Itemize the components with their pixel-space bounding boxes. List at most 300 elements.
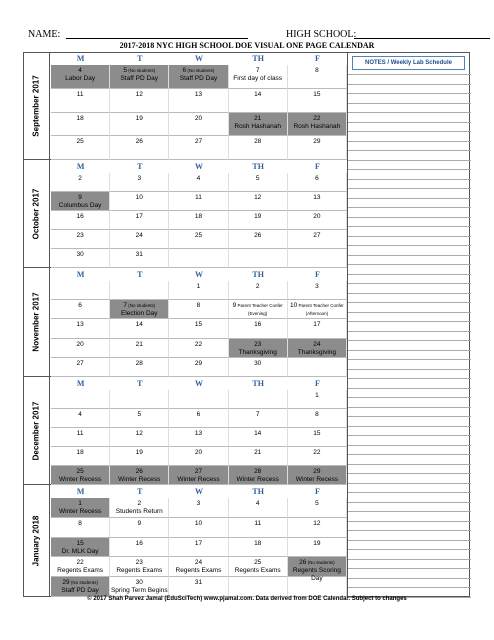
day-cell (288, 281, 347, 300)
day-number: 16 (76, 213, 84, 220)
notes-line[interactable] (348, 530, 471, 531)
day-number: 18 (194, 213, 203, 220)
day-cell (288, 577, 347, 597)
month-grid (51, 160, 347, 267)
day-cell (169, 89, 228, 113)
day-cell (51, 390, 110, 409)
day-cell (288, 230, 347, 249)
day-number: 17 (194, 539, 203, 547)
notes-line[interactable] (348, 445, 471, 446)
notes-line[interactable] (348, 245, 471, 246)
notes-line[interactable] (348, 407, 471, 408)
day-cell (110, 249, 169, 268)
day-event: Regents Exams (175, 567, 222, 575)
day-event: First day of class (233, 75, 283, 82)
day-number: 19 (254, 213, 262, 220)
day-number: 22 (313, 449, 321, 456)
day-header: M (76, 270, 85, 279)
day-cell (229, 230, 288, 249)
day-number: 17 (313, 321, 321, 329)
day-header: T (137, 270, 143, 279)
day-number: 11 (76, 90, 84, 98)
day-cell (229, 577, 288, 597)
day-cell (51, 538, 110, 558)
day-number: 23 (254, 340, 262, 348)
day-cell (169, 136, 228, 160)
notes-line[interactable] (348, 255, 471, 256)
day-number: 18 (254, 539, 262, 547)
day-number: 27 (194, 138, 203, 146)
day-cell (288, 557, 347, 583)
notes-line[interactable] (348, 540, 471, 541)
day-number: 22 (76, 559, 84, 567)
day-cell (169, 300, 228, 319)
day-cell (229, 136, 288, 160)
notes-line[interactable] (348, 283, 471, 284)
notes-line[interactable] (348, 293, 471, 294)
notes-line[interactable] (348, 179, 471, 180)
day-number: 6 (315, 175, 319, 182)
day-cell (169, 339, 228, 358)
notes-line[interactable] (348, 426, 471, 427)
day-cell (288, 89, 347, 113)
day-cell (288, 428, 347, 447)
notes-line[interactable] (348, 483, 471, 484)
day-cell (169, 211, 228, 230)
day-header: W (194, 162, 203, 171)
day-cell (51, 300, 110, 319)
day-cell (169, 428, 228, 447)
notes-line[interactable] (348, 388, 471, 389)
day-number: 8 (315, 67, 319, 74)
notes-line[interactable] (348, 302, 471, 303)
day-header: M (76, 379, 85, 388)
day-number: 13 (76, 321, 84, 329)
day-number: 12 (135, 430, 143, 437)
day-number: 23 (76, 232, 84, 239)
day-event: Winter Recess (58, 508, 102, 515)
day-number: 25 (76, 468, 84, 475)
day-cell (229, 89, 288, 113)
month-block (23, 160, 347, 268)
day-cell (51, 319, 110, 338)
day-number: 20 (194, 114, 203, 122)
day-number: 11 (76, 430, 84, 437)
day-cell (288, 390, 347, 409)
day-number: 26 (135, 468, 143, 475)
day-number: 5 (315, 500, 319, 507)
day-cell (51, 466, 110, 485)
day-number: 14 (254, 430, 262, 437)
day-cell (229, 65, 288, 89)
month-grid (51, 377, 347, 484)
notes-line[interactable] (348, 236, 471, 237)
day-cell (169, 358, 228, 377)
month-block (23, 268, 347, 377)
day-number: 12 (135, 90, 143, 98)
day-event: Election Day (121, 310, 158, 318)
day-number: 22 (313, 114, 321, 122)
day-cell (288, 319, 347, 338)
day-cell (229, 557, 288, 577)
day-number: 19 (135, 449, 143, 456)
month-name: January 2018 (31, 515, 41, 566)
day-cell (169, 447, 228, 466)
notes-line[interactable] (348, 416, 471, 417)
day-number: 29 (313, 468, 321, 475)
day-number: 12 (313, 519, 321, 527)
day-cell (288, 409, 347, 428)
day-note-small: Parent Teacher Confer (Afternoon) (297, 303, 344, 317)
day-header: F (314, 379, 320, 388)
day-note-small: (No students) (126, 68, 156, 73)
day-number: 15 (313, 90, 321, 98)
day-cell (169, 518, 228, 538)
day-cell (169, 249, 228, 268)
day-cell (51, 192, 110, 211)
header-row (28, 29, 468, 40)
day-cell (169, 230, 228, 249)
day-event: Students Return (115, 508, 163, 515)
notes-line[interactable] (348, 511, 471, 512)
day-event: Spring Term Begins (110, 587, 168, 595)
day-cell (229, 390, 288, 409)
day-number: 5 (137, 411, 142, 418)
day-header: F (314, 487, 320, 496)
day-cell (51, 428, 110, 447)
notes-line[interactable] (348, 131, 471, 132)
day-cell (51, 447, 110, 466)
day-header: W (194, 379, 203, 388)
school-field-line[interactable] (354, 38, 490, 39)
day-number: 26 (254, 232, 262, 239)
notes-line[interactable] (348, 226, 471, 227)
school-label: HIGH SCHOOL: (286, 29, 357, 40)
day-cell (169, 319, 228, 338)
notes-line[interactable] (348, 141, 471, 142)
day-number: 10 (194, 519, 203, 527)
notes-line[interactable] (348, 492, 471, 493)
day-header: W (194, 487, 203, 496)
day-cell (229, 192, 288, 211)
day-cell (288, 447, 347, 466)
day-cell (110, 447, 169, 466)
day-cell (110, 113, 169, 137)
notes-line[interactable] (348, 93, 471, 94)
notes-line[interactable] (348, 207, 471, 208)
day-number: 21 (254, 449, 262, 456)
day-cell (51, 358, 110, 377)
notes-line[interactable] (348, 464, 471, 465)
day-cell (51, 577, 110, 597)
day-number: 6 (No students) (182, 67, 215, 74)
day-header: F (314, 162, 320, 171)
month-label (23, 485, 50, 596)
day-number: 4 (255, 500, 260, 507)
notes-line[interactable] (348, 502, 471, 503)
day-number: 14 (135, 321, 143, 329)
day-cell (229, 113, 288, 137)
month-name: October 2017 (31, 188, 41, 239)
day-event: Labor Day (65, 75, 96, 82)
day-cell (110, 538, 169, 558)
day-number: 24 (313, 340, 321, 348)
day-cell (51, 557, 110, 577)
day-cell (288, 538, 347, 558)
day-cell (288, 136, 347, 160)
day-number: 26 (No students) (299, 559, 335, 567)
day-number: 26 (135, 138, 143, 146)
day-cell (110, 89, 169, 113)
day-cell (110, 557, 169, 577)
day-number: 29 (194, 359, 203, 367)
day-number: 7 (No students) (123, 302, 156, 310)
notes-line[interactable] (348, 74, 471, 75)
day-number: 25 (254, 559, 262, 567)
month-label (23, 377, 50, 484)
day-number: 7 (255, 67, 260, 74)
day-header: W (194, 54, 203, 63)
day-number: 27 (313, 232, 321, 239)
notes-line[interactable] (348, 217, 471, 218)
notes-line[interactable] (348, 369, 471, 370)
notes-line[interactable] (348, 84, 471, 85)
month-name: November 2017 (31, 292, 41, 352)
notes-line[interactable] (348, 454, 471, 455)
day-cell (51, 230, 110, 249)
day-number: 11 (195, 194, 202, 201)
day-header: M (76, 162, 85, 171)
day-cell (110, 577, 169, 597)
day-event: Thanksgiving (238, 348, 277, 356)
day-event: Regents Exams (234, 567, 281, 575)
day-header: T (137, 162, 143, 171)
day-cell (229, 211, 288, 230)
day-number: 13 (194, 90, 203, 98)
day-header: F (314, 54, 320, 63)
day-number: 28 (254, 468, 262, 475)
day-number: 21 (254, 114, 262, 122)
day-cell (169, 409, 228, 428)
notes-line[interactable] (348, 521, 471, 522)
day-number: 28 (135, 359, 143, 367)
day-cell (288, 65, 347, 89)
notes-line[interactable] (348, 559, 471, 560)
day-cell (229, 249, 288, 268)
day-event: Staff PD Day (179, 75, 218, 82)
day-cell (110, 339, 169, 358)
month-block (23, 485, 347, 597)
day-cell (51, 211, 110, 230)
notes-line[interactable] (348, 359, 471, 360)
day-number: 15 (313, 430, 321, 437)
day-cell (110, 65, 169, 89)
day-cell (110, 300, 169, 319)
day-number: 12 (254, 194, 262, 201)
day-event: Regents Scoring Day (292, 567, 341, 583)
day-cell (229, 498, 288, 518)
day-number: 15 (76, 539, 84, 547)
notes-line[interactable] (348, 198, 471, 199)
day-number: 17 (135, 213, 143, 220)
day-number: 6 (196, 411, 201, 418)
day-cell (229, 281, 288, 300)
notes-line[interactable] (348, 103, 471, 104)
day-cell (229, 466, 288, 485)
day-cell (229, 518, 288, 538)
notes-line[interactable] (348, 578, 471, 579)
notes-line[interactable] (348, 169, 471, 170)
day-cell (169, 173, 228, 192)
notes-line[interactable] (348, 587, 471, 588)
day-cell (169, 557, 228, 577)
day-number: 29 (313, 138, 321, 146)
day-note-small: (No students) (69, 580, 98, 586)
day-number: 18 (76, 114, 84, 122)
notes-line[interactable] (348, 435, 471, 436)
notes-line[interactable] (348, 350, 471, 351)
day-event: Winter Recess (118, 476, 161, 483)
day-cell (51, 65, 110, 89)
day-cell (110, 319, 169, 338)
name-field-line[interactable] (66, 38, 248, 39)
day-number: 4 (78, 67, 82, 74)
day-note-small: (No students) (186, 68, 215, 73)
day-number: 2 (137, 500, 142, 507)
day-cell (229, 319, 288, 338)
day-number: 30 (254, 359, 262, 367)
day-cell (288, 173, 347, 192)
notes-line[interactable] (348, 264, 471, 265)
day-cell (169, 192, 228, 211)
day-header: M (76, 54, 85, 63)
notes-line[interactable] (348, 112, 471, 113)
day-number: 24 (194, 559, 203, 567)
day-number: 24 (135, 232, 143, 239)
day-header: F (314, 270, 320, 279)
month-block (23, 377, 347, 485)
day-cell (169, 466, 228, 485)
day-number: 2 (255, 283, 260, 290)
day-number: 4 (78, 411, 82, 418)
day-cell (51, 518, 110, 538)
notes-line[interactable] (348, 549, 471, 550)
day-number: 7 (255, 411, 260, 418)
day-cell (110, 173, 169, 192)
day-cell (169, 538, 228, 558)
notes-line[interactable] (348, 122, 471, 123)
notes-line[interactable] (348, 473, 471, 474)
day-number: 27 (76, 359, 84, 367)
month-block (23, 52, 347, 160)
notes-line[interactable] (348, 160, 471, 161)
day-header: M (76, 487, 85, 496)
day-cell (288, 249, 347, 268)
day-number: 5 (No students) (123, 67, 156, 74)
day-header: TH (252, 162, 264, 171)
day-number: 28 (254, 138, 262, 146)
day-cell (229, 409, 288, 428)
notes-line[interactable] (348, 397, 471, 398)
day-event: Winter Recess (236, 476, 279, 483)
day-number: 8 (78, 519, 82, 527)
day-cell (288, 300, 347, 319)
day-number: 30 (76, 251, 84, 258)
day-event: Rosh Hashanah (293, 122, 341, 130)
day-cell (169, 390, 228, 409)
day-number: 6 (78, 302, 82, 310)
day-cell (110, 281, 169, 300)
month-name: September 2017 (31, 74, 41, 137)
day-number: 8 (196, 302, 201, 310)
notes-line[interactable] (348, 150, 471, 151)
notes-column (347, 52, 470, 597)
month-label (23, 52, 50, 159)
day-number: 19 (135, 114, 143, 122)
day-number: 2 (78, 175, 82, 182)
day-cell (51, 89, 110, 113)
notes-line[interactable] (348, 274, 471, 275)
notes-line[interactable] (348, 312, 471, 313)
notes-line[interactable] (348, 568, 471, 569)
day-note-small: Parent Teacher Confer (Evening) (236, 303, 283, 317)
day-header: T (137, 487, 143, 496)
day-cell (288, 339, 347, 358)
day-number: 10 Parent Teacher Confer (Afternoon) (290, 302, 344, 317)
day-event: Regents Exams (57, 567, 104, 575)
day-cell (229, 447, 288, 466)
notes-line[interactable] (348, 188, 471, 189)
day-event: Winter Recess (295, 476, 339, 483)
day-cell (169, 281, 228, 300)
day-cell (229, 300, 288, 319)
day-event: Dr. MLK Day (61, 547, 99, 555)
day-number: 13 (313, 194, 321, 201)
notes-line[interactable] (348, 331, 471, 332)
name-label: NAME: (28, 29, 61, 40)
notes-line[interactable] (348, 321, 471, 322)
day-cell (110, 466, 169, 485)
day-cell (110, 498, 169, 518)
day-number: 13 (194, 430, 203, 437)
day-cell (288, 466, 347, 485)
day-number: 9 (137, 519, 142, 527)
day-cell (51, 498, 110, 518)
day-header: TH (252, 270, 264, 279)
month-label (23, 268, 50, 376)
day-cell (51, 113, 110, 137)
day-header: T (137, 54, 143, 63)
day-header: T (137, 379, 143, 388)
day-cell (169, 498, 228, 518)
day-event: Staff PD Day (120, 75, 158, 82)
day-cell (110, 358, 169, 377)
notes-line[interactable] (348, 340, 471, 341)
day-number: 20 (194, 449, 203, 456)
day-cell (51, 249, 110, 268)
day-note-small: (No students) (126, 303, 156, 309)
day-number: 20 (76, 340, 84, 348)
day-cell (288, 358, 347, 377)
month-label (23, 160, 50, 267)
month-name: December 2017 (31, 401, 41, 460)
day-number: 27 (194, 468, 203, 475)
day-number: 16 (254, 321, 262, 329)
day-cell (110, 211, 169, 230)
day-cell (110, 409, 169, 428)
day-cell (288, 192, 347, 211)
notes-line[interactable] (348, 378, 471, 379)
